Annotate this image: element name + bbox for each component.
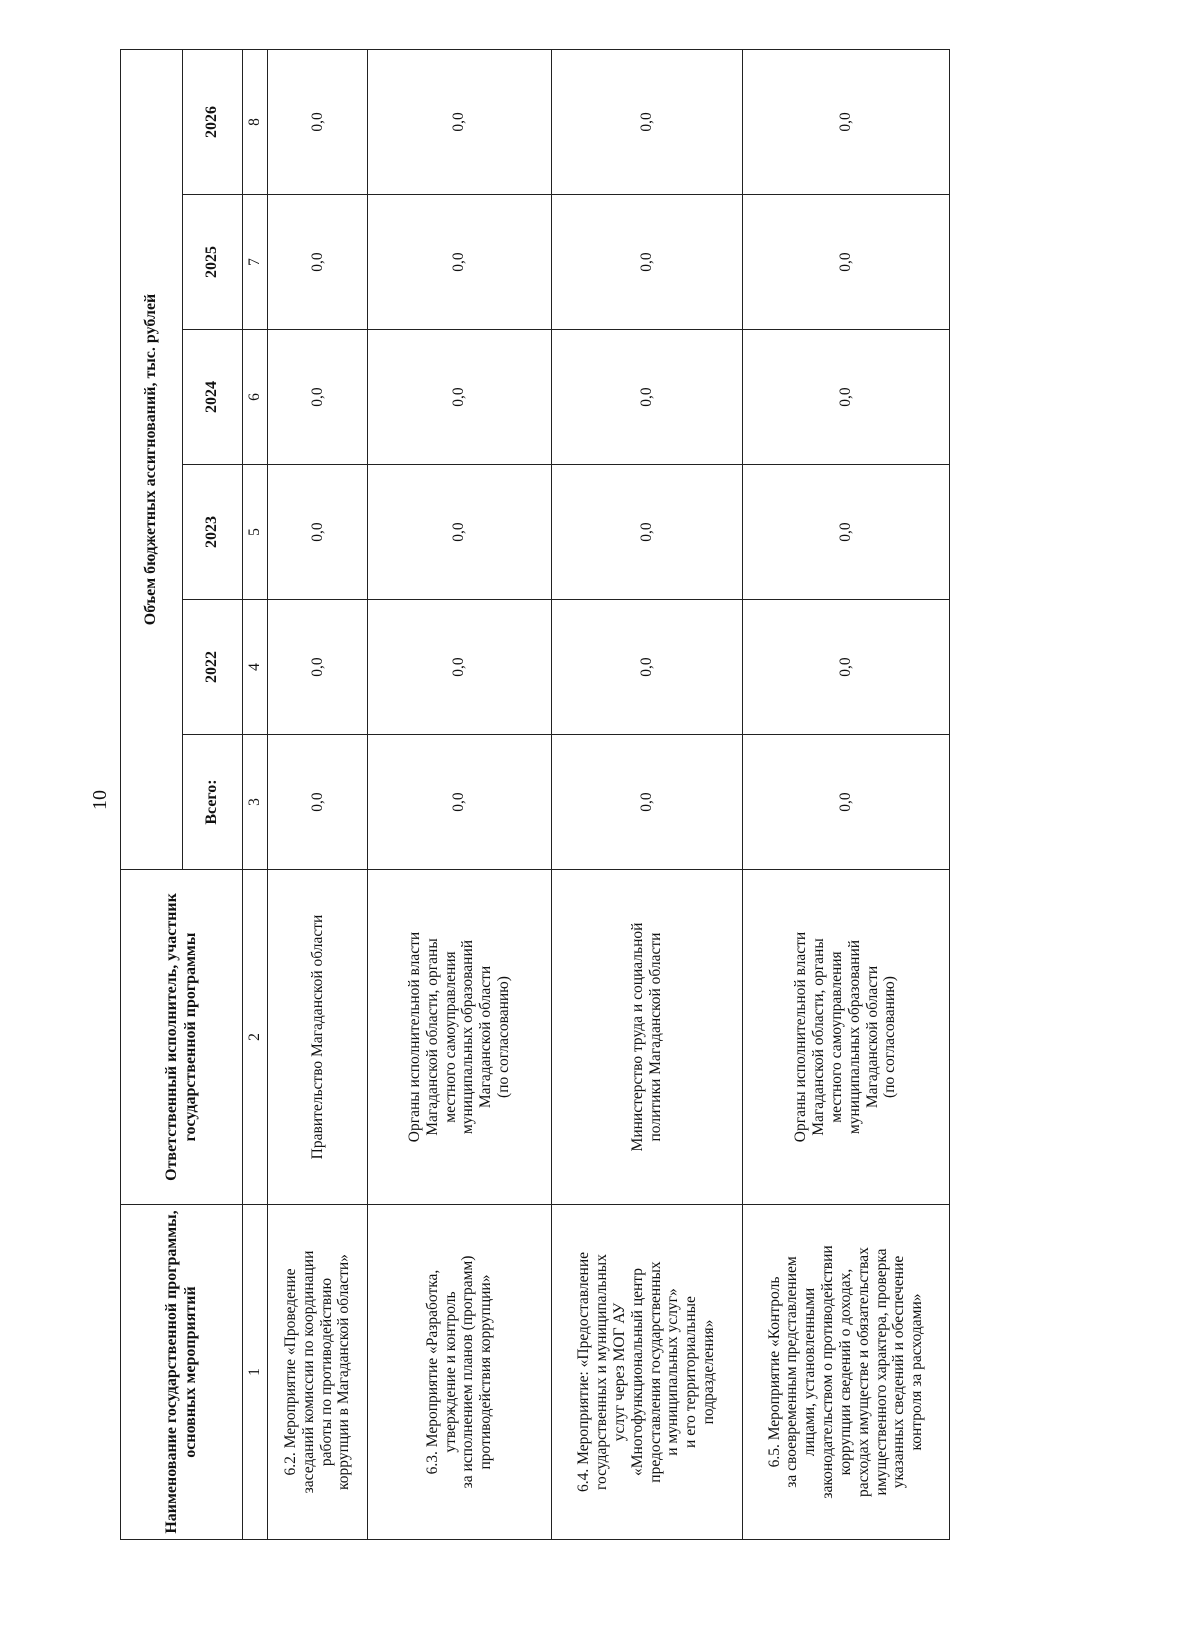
header-year-2025: 2025 bbox=[183, 195, 243, 330]
column-number: 5 bbox=[243, 465, 268, 600]
value-2026: 0,0 bbox=[742, 49, 949, 194]
value-2025: 0,0 bbox=[368, 195, 551, 330]
value-2025: 0,0 bbox=[551, 195, 742, 330]
responsible-executor: Правительство Магаданской области bbox=[267, 870, 367, 1205]
column-number: 4 bbox=[243, 600, 268, 735]
header-year-total: Всего: bbox=[183, 735, 243, 870]
value-2022: 0,0 bbox=[551, 600, 742, 735]
value-total: 0,0 bbox=[742, 735, 949, 870]
program-activity-name: 6.4. Мероприятие: «Предоставление государственных и муниципальных услуг через МОГ АУ «Многофункциональный центр предоставления государственных и муниципальных услуг» и его территориальные подразделения» bbox=[551, 1205, 742, 1540]
table-row bbox=[368, 49, 551, 1539]
table-row bbox=[742, 49, 949, 1539]
value-2023: 0,0 bbox=[368, 465, 551, 600]
header-year-2026: 2026 bbox=[183, 49, 243, 194]
value-2026: 0,0 bbox=[267, 49, 367, 194]
value-2022: 0,0 bbox=[742, 600, 949, 735]
column-number: 8 bbox=[243, 49, 268, 194]
responsible-executor: Министерство труда и социальной политики Магаданской области bbox=[551, 870, 742, 1205]
value-2025: 0,0 bbox=[742, 195, 949, 330]
value-2022: 0,0 bbox=[267, 600, 367, 735]
value-2024: 0,0 bbox=[551, 330, 742, 465]
header-executor: Ответственный исполнитель, участник государственной программы bbox=[121, 870, 243, 1205]
value-total: 0,0 bbox=[368, 735, 551, 870]
program-activity-name: 6.2. Мероприятие «Проведение заседаний комиссии по координации работы по противодействию коррупции в Магаданской области» bbox=[267, 1205, 367, 1540]
column-number: 7 bbox=[243, 195, 268, 330]
header-year-2022: 2022 bbox=[183, 600, 243, 735]
value-2024: 0,0 bbox=[267, 330, 367, 465]
value-2026: 0,0 bbox=[368, 49, 551, 194]
program-activity-name: 6.3. Мероприятие «Разработка, утверждение и контроль за исполнением планов (программ) противодействия коррупции» bbox=[368, 1205, 551, 1540]
value-2023: 0,0 bbox=[267, 465, 367, 600]
header-program-name: Наименование государственной программы, основных мероприятий bbox=[121, 1205, 243, 1540]
table-row bbox=[267, 49, 367, 1539]
header-year-2024: 2024 bbox=[183, 330, 243, 465]
column-number: 1 bbox=[243, 1205, 268, 1540]
header-budget: Объем бюджетных ассигнований, тыс. рублей bbox=[121, 49, 183, 869]
value-2022: 0,0 bbox=[368, 600, 551, 735]
value-total: 0,0 bbox=[267, 735, 367, 870]
responsible-executor: Органы исполнительной власти Магаданской области, органы местного самоуправления муниципальных образований Магаданской области (по согласованию) bbox=[742, 870, 949, 1205]
page-number: 10 bbox=[88, 790, 111, 810]
column-number: 6 bbox=[243, 330, 268, 465]
value-2025: 0,0 bbox=[267, 195, 367, 330]
value-total: 0,0 bbox=[551, 735, 742, 870]
value-2023: 0,0 bbox=[551, 465, 742, 600]
value-2026: 0,0 bbox=[551, 49, 742, 194]
rotated-table-container bbox=[120, 50, 950, 1540]
budget-table bbox=[120, 49, 950, 1540]
responsible-executor: Органы исполнительной власти Магаданской области, органы местного самоуправления муниципальных образований Магаданской области (по согласованию) bbox=[368, 870, 551, 1205]
program-activity-name: 6.5. Мероприятие «Контроль за своевременным представлением лицами, установленными законодательством о противодействии коррупции сведений о доходах, расходах имуществе и обязательствах имущественного характера, проверка указанных сведений и обеспечение контроля за расходами» bbox=[742, 1205, 949, 1540]
value-2024: 0,0 bbox=[742, 330, 949, 465]
value-2023: 0,0 bbox=[742, 465, 949, 600]
header-year-2023: 2023 bbox=[183, 465, 243, 600]
value-2024: 0,0 bbox=[368, 330, 551, 465]
column-number: 2 bbox=[243, 870, 268, 1205]
table-row bbox=[551, 49, 742, 1539]
column-number: 3 bbox=[243, 735, 268, 870]
